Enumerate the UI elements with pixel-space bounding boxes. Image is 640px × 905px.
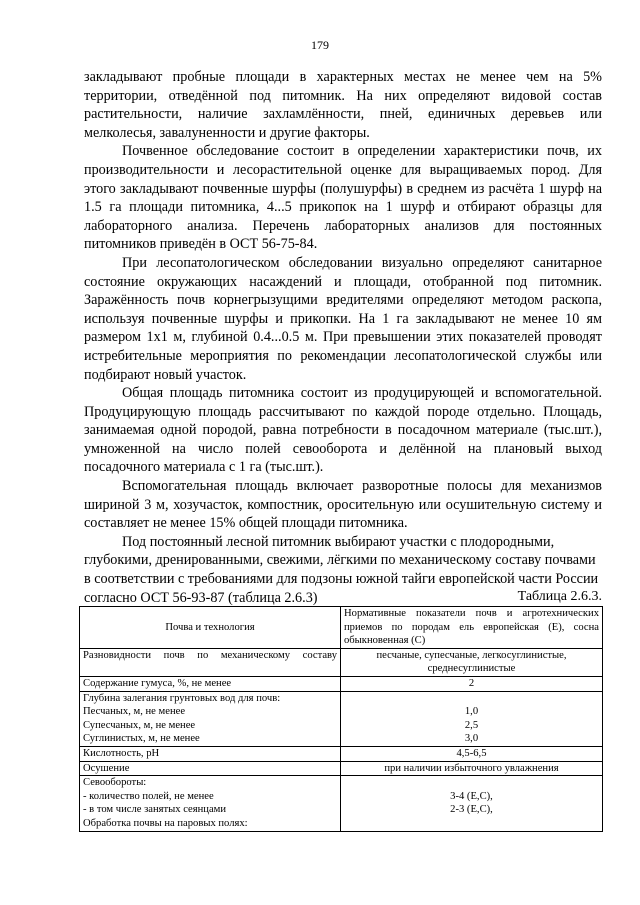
paragraph: Почвенное обследование состоит в определении характеристики почв, их производительности и лесорастительной оценке для выращиваемых пород. Для этого закладывают почвенные шурфы (полушурфы) в среднем из расчёта 1 шурф на 1.5 га площади питомника, 4...5 прикопок на 1 шурф и отбирают образцы для лабораторного анализа. Перечень лабораторных анализов для постоянных питомников приведён в ОСТ 56-75-84. bbox=[84, 143, 602, 253]
value-line: 2-3 (Е,С), bbox=[450, 804, 493, 816]
paragraph: закладывают пробные площади в характерных местах не менее чем на 5% территории, отведённой под питомник. На них определяют видовой состав растительности, наличие захламлённости, пней, единичных деревьев или мелколесья, завалуненности и другие факторы. bbox=[84, 69, 602, 141]
paragraph: Общая площадь питомника состоит из продуцирующей и вспомогательной. Продуцирующую площадь рассчитывают по каждой породе отдельно. Площадь, занимаемая одной породой, равна потребности в посадочном материале (тыс.шт.), умноженной на число полей севооборота и делённой на плановый выход посадочного материала с 1 га (тыс.шт.). bbox=[84, 385, 602, 476]
page-number: 179 bbox=[311, 38, 329, 52]
label-line: Обработка почвы на паровых полях: bbox=[83, 817, 248, 829]
table-cell-label bbox=[80, 691, 341, 746]
value-line: песчаные, супесчаные, легкосуглинистые, bbox=[376, 649, 567, 661]
table-header-row bbox=[80, 607, 603, 649]
value-line bbox=[344, 692, 599, 706]
value-line: 1,0 bbox=[464, 706, 479, 718]
label-line: - в том числе занятых сеянцами bbox=[83, 804, 227, 816]
label-line: - количество полей, не менее bbox=[83, 790, 214, 802]
table-cell-value bbox=[341, 691, 603, 746]
table-cell-value bbox=[341, 776, 603, 831]
soil-requirements-table bbox=[79, 606, 603, 832]
value-line: среднесуглинистые bbox=[427, 663, 516, 675]
table-row bbox=[80, 676, 603, 691]
table-row bbox=[80, 746, 603, 761]
table-cell-label: Разновидности почв по механическому составу bbox=[80, 648, 341, 676]
table-cell-value: 4,5-6,5 bbox=[341, 746, 603, 761]
value-line: 3-4 (Е,С), bbox=[450, 790, 493, 802]
table-cell-value: при наличии избыточного увлажнения bbox=[341, 761, 603, 776]
paragraph: Под постоянный лесной питомник выбирают участки с плодородными, глубокими, дренированными, свежими, лёгкими по механическому составу почвами в соответствии с требованиями для подзоны южной тайги европейской части России согласно ОСТ 56-93-87 (таблица 2.6.3) bbox=[84, 533, 599, 606]
paragraph: Вспомогательная площадь включает разворотные полосы для механизмов шириной 3 м, хозучасток, компостник, оросительную или осушительную систему и составляет не менее 15% общей площади питомника. bbox=[84, 478, 602, 532]
table-cell-label: Осушение bbox=[80, 761, 341, 776]
table-row bbox=[80, 648, 603, 676]
table-cell-value: 2 bbox=[341, 676, 603, 691]
value-line bbox=[344, 776, 599, 790]
table-cell-label bbox=[80, 776, 341, 831]
label-line: Супесчаных, м, не менее bbox=[83, 719, 196, 731]
table-caption: Таблица 2.6.3. bbox=[517, 589, 602, 604]
value-line: 2,5 bbox=[464, 719, 479, 731]
table-row bbox=[80, 776, 603, 831]
table-cell-value bbox=[341, 648, 603, 676]
table-cell-label: Кислотность, pH bbox=[80, 746, 341, 761]
body-text bbox=[84, 68, 602, 607]
paragraph: При лесопатологическом обследовании визуально определяют санитарное состояние окружающих насаждений и площади, отобранной под питомник. Заражённость почв корнегрызущими вредителями определяют методом раскопа, используя почвенные шурфы и прикопки. На 1 га закладывают не менее 10 ям размером 1х1 м, глубиной 0.4...0.5 м. При превышении этих показателей проводят истребительные мероприятия по рекомендации лесопатологической службы или подбирают новый участок. bbox=[84, 254, 602, 383]
label-line: Севообороты: bbox=[83, 777, 147, 789]
table-cell-label: Содержание гумуса, %, не менее bbox=[80, 676, 341, 691]
table-row bbox=[80, 761, 603, 776]
label-line: Песчаных, м, не менее bbox=[83, 706, 186, 718]
label-line: Глубина залегания грунтовых вод для почв: bbox=[83, 692, 281, 704]
table-header-norms: Нормативные показатели почв и агротехнических приемов по породам ель европейская (Е), сосна обыкновенная (С) bbox=[341, 607, 603, 649]
label-line: Суглинистых, м, не менее bbox=[83, 733, 200, 745]
value-line: 3,0 bbox=[464, 733, 479, 745]
table-header-soil: Почва и технология bbox=[80, 607, 341, 649]
value-line bbox=[344, 817, 599, 831]
table-row bbox=[80, 691, 603, 746]
